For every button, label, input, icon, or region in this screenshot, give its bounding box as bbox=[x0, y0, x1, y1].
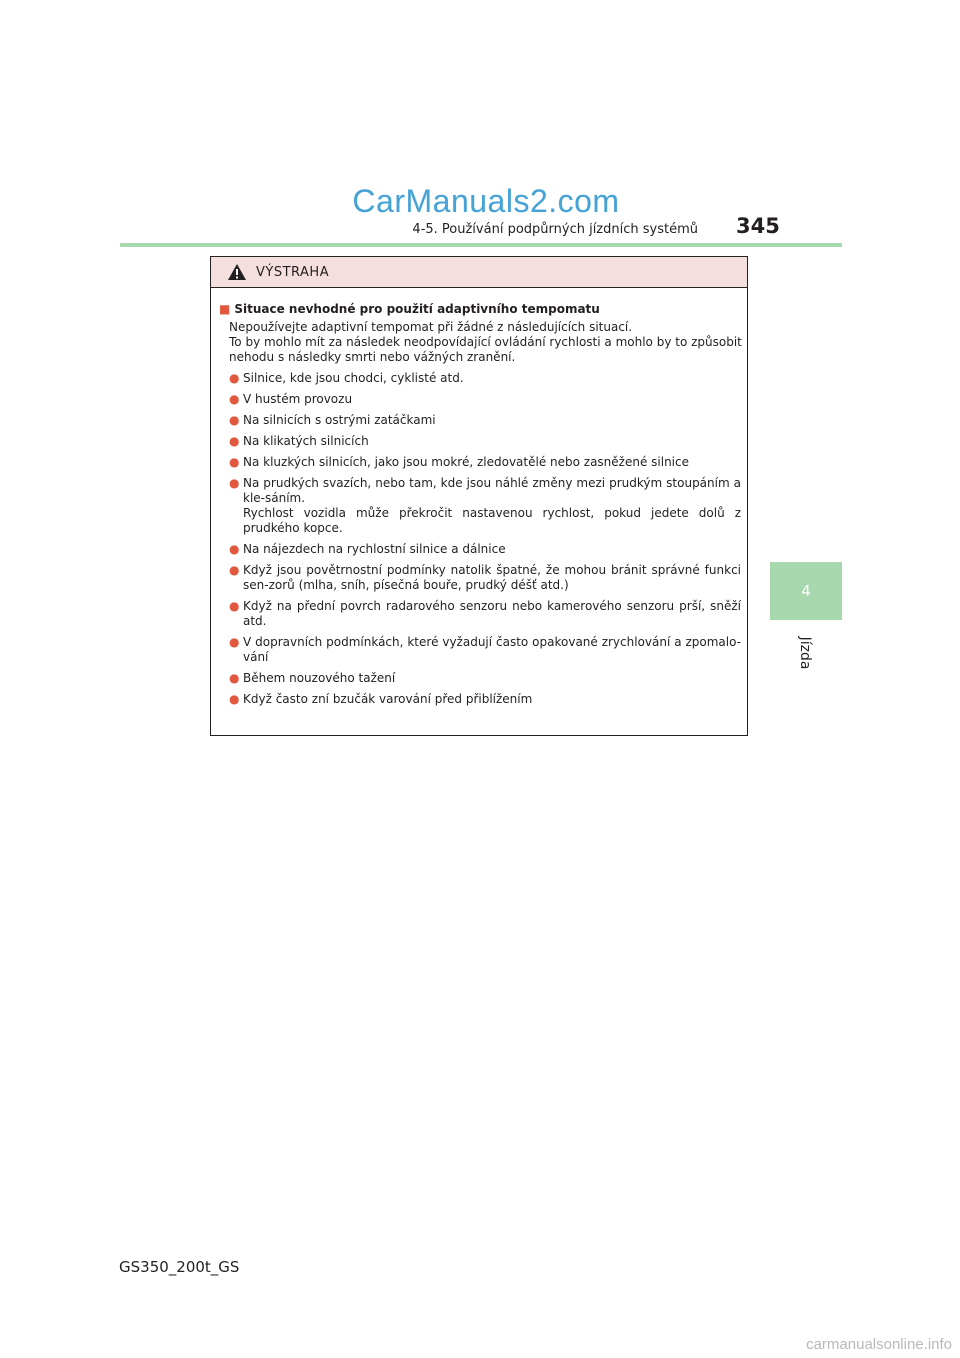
warning-intro bbox=[219, 320, 741, 365]
list-item bbox=[229, 542, 741, 557]
header-divider bbox=[120, 243, 842, 247]
list-item bbox=[229, 476, 741, 536]
warning-triangle-icon bbox=[227, 263, 247, 281]
bullet-dot-icon: ● bbox=[229, 635, 240, 649]
bullet-dot-icon: ● bbox=[229, 476, 240, 490]
bullet-dot-icon: ● bbox=[229, 542, 240, 556]
list-item bbox=[229, 563, 741, 593]
chapter-tab bbox=[770, 562, 842, 620]
list-item bbox=[229, 692, 741, 707]
warning-header bbox=[211, 257, 747, 288]
warning-bullet-list bbox=[219, 371, 741, 707]
warning-section-heading bbox=[219, 302, 741, 317]
list-item-text: Na silnicích s ostrými zatáčkami bbox=[243, 413, 436, 427]
list-item-text: V hustém provozu bbox=[243, 392, 353, 406]
list-item bbox=[229, 413, 741, 428]
carmanualsonline-watermark: carmanualsonline.info bbox=[806, 1336, 952, 1353]
list-item-note: Rychlost vozidla může překročit nastavenou rychlost, pokud jedete dolů z prudkého kopce. bbox=[243, 506, 741, 535]
bullet-dot-icon: ● bbox=[229, 599, 240, 613]
warning-body bbox=[211, 288, 747, 707]
list-item bbox=[229, 455, 741, 470]
list-item-text: Během nouzového tažení bbox=[243, 671, 396, 685]
list-item-text: Když jsou povětrnostní podmínky natolik špatné, že mohou bránit správné funkci sen-zorů (mlha, sníh, písečná bouře, prudký déšť atd.) bbox=[243, 563, 741, 592]
bullet-dot-icon: ● bbox=[229, 455, 240, 469]
list-item bbox=[229, 671, 741, 686]
intro-line: Nepoužívejte adaptivní tempomat při žádné z následujících situací. bbox=[229, 320, 633, 334]
list-item-text: Na nájezdech na rychlostní silnice a dálnice bbox=[243, 542, 506, 556]
bullet-dot-icon: ● bbox=[229, 392, 240, 406]
bullet-dot-icon: ● bbox=[229, 434, 240, 448]
bullet-dot-icon: ● bbox=[229, 692, 240, 706]
list-item bbox=[229, 434, 741, 449]
list-item-text: Na kluzkých silnicích, jako jsou mokré, zledovatělé nebo zasněžené silnice bbox=[243, 455, 689, 469]
list-item bbox=[229, 599, 741, 629]
bullet-dot-icon: ● bbox=[229, 563, 240, 577]
list-item bbox=[229, 371, 741, 386]
section-header-title: 4-5. Používání podpůrných jízdních systémů bbox=[412, 222, 698, 237]
chapter-label bbox=[787, 633, 823, 673]
list-item-text: Když často zní bzučák varování před přiblížením bbox=[243, 692, 533, 706]
warning-title: VÝSTRAHA bbox=[256, 264, 330, 280]
page-number: 345 bbox=[736, 214, 780, 238]
list-item-text: V dopravních podmínkách, které vyžadují často opakované zrychlování a zpomalo-vání bbox=[243, 635, 741, 664]
list-item bbox=[229, 635, 741, 665]
chapter-label-text: Jízda bbox=[797, 636, 813, 670]
list-item-text: Na klikatých silnicích bbox=[243, 434, 369, 448]
bullet-dot-icon: ● bbox=[229, 671, 240, 685]
list-item-text: Silnice, kde jsou chodci, cyklisté atd. bbox=[243, 371, 464, 385]
footer-model-code: GS350_200t_GS bbox=[119, 1258, 240, 1276]
list-item bbox=[229, 392, 741, 407]
warning-section-heading-text: Situace nevhodné pro použití adaptivního tempomatu bbox=[234, 302, 600, 316]
chapter-number: 4 bbox=[801, 582, 811, 600]
list-item-main: Na prudkých svazích, nebo tam, kde jsou náhlé změny mezi prudkým stoupáním a kle-sáním. bbox=[243, 476, 741, 505]
warning-box bbox=[210, 256, 748, 736]
carmanuals-watermark: CarManuals2.com bbox=[352, 183, 620, 219]
bullet-dot-icon: ● bbox=[229, 371, 240, 385]
intro-line: nehodu s následky smrti nebo vážných zranění. bbox=[229, 350, 516, 364]
bullet-dot-icon: ● bbox=[229, 413, 240, 427]
intro-line: To by mohlo mít za následek neodpovídající ovládání rychlosti a mohlo by to způsobit bbox=[229, 335, 742, 349]
list-item-text bbox=[243, 476, 741, 536]
list-item-text: Když na přední povrch radarového senzoru nebo kamerového senzoru prší, sněží atd. bbox=[243, 599, 741, 628]
square-bullet-icon: ■ bbox=[219, 302, 231, 316]
